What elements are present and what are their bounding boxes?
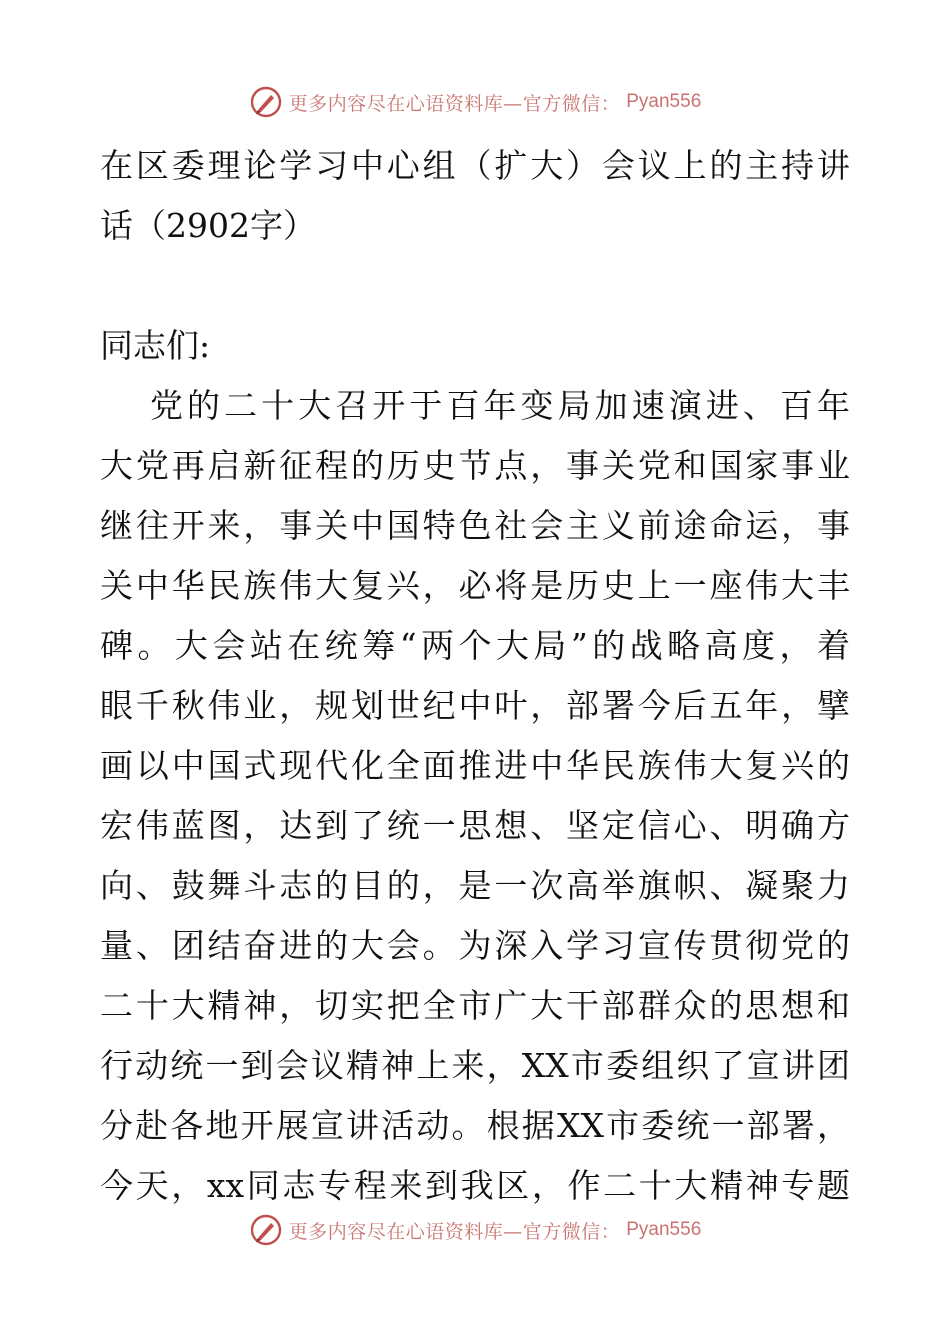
header-watermark [0,82,950,122]
paragraph-line: 眼千秋伟业，规划世纪中叶，部署今后五年，擘 [100,686,850,725]
footer-watermark [0,1210,950,1250]
paragraph-line: 量、团结奋进的大会。为深入学习宣传贯彻党的 [100,926,850,965]
watermark-wechat-id: Pyan556 [626,91,702,112]
paragraph-line: 碑。大会站在统筹“两个大局”的战略高度，着 [100,626,850,665]
watermark-text: 更多内容尽在心语资料库—官方微信： [288,92,621,115]
blank-line [100,256,850,316]
pen-logo-icon [249,85,283,119]
document-title-line-1: 在区委理论学习中心组（扩大）会议上的主持讲 [100,146,850,185]
paragraph-line: 大党再启新征程的历史节点，事关党和国家事业 [100,446,850,485]
paragraph-line: 向、鼓舞斗志的目的，是一次高举旗帜、凝聚力 [100,866,850,905]
watermark-text: 更多内容尽在心语资料库—官方微信： [288,1220,621,1243]
paragraph-line: 分赴各地开展宣讲活动。根据XX市委统一部署， [100,1106,850,1145]
paragraph-line: 宏伟蓝图，达到了统一思想、坚定信心、明确方 [100,806,850,845]
paragraph-line: 继往开来，事关中国特色社会主义前途命运，事 [100,506,850,545]
watermark-wechat-id: Pyan556 [626,1219,702,1240]
document-body [100,136,850,1216]
paragraph-line: 二十大精神，切实把全市广大干部群众的思想和 [100,986,850,1025]
paragraph-line: 行动统一到会议精神上来，XX市委组织了宣讲团 [100,1046,850,1085]
paragraph-line: 关中华民族伟大复兴，必将是历史上一座伟大丰 [100,566,850,605]
paragraph-line: 画以中国式现代化全面推进中华民族伟大复兴的 [100,746,850,785]
pen-logo-icon [249,1213,283,1247]
paragraph-line: 今天，xx同志专程来到我区，作二十大精神专题 [100,1166,850,1205]
document-title-line-2: 话（2902字） [100,206,316,245]
salutation: 同志们: [100,326,211,365]
paragraph-line: 党的二十大召开于百年变局加速演进、百年 [150,386,850,425]
